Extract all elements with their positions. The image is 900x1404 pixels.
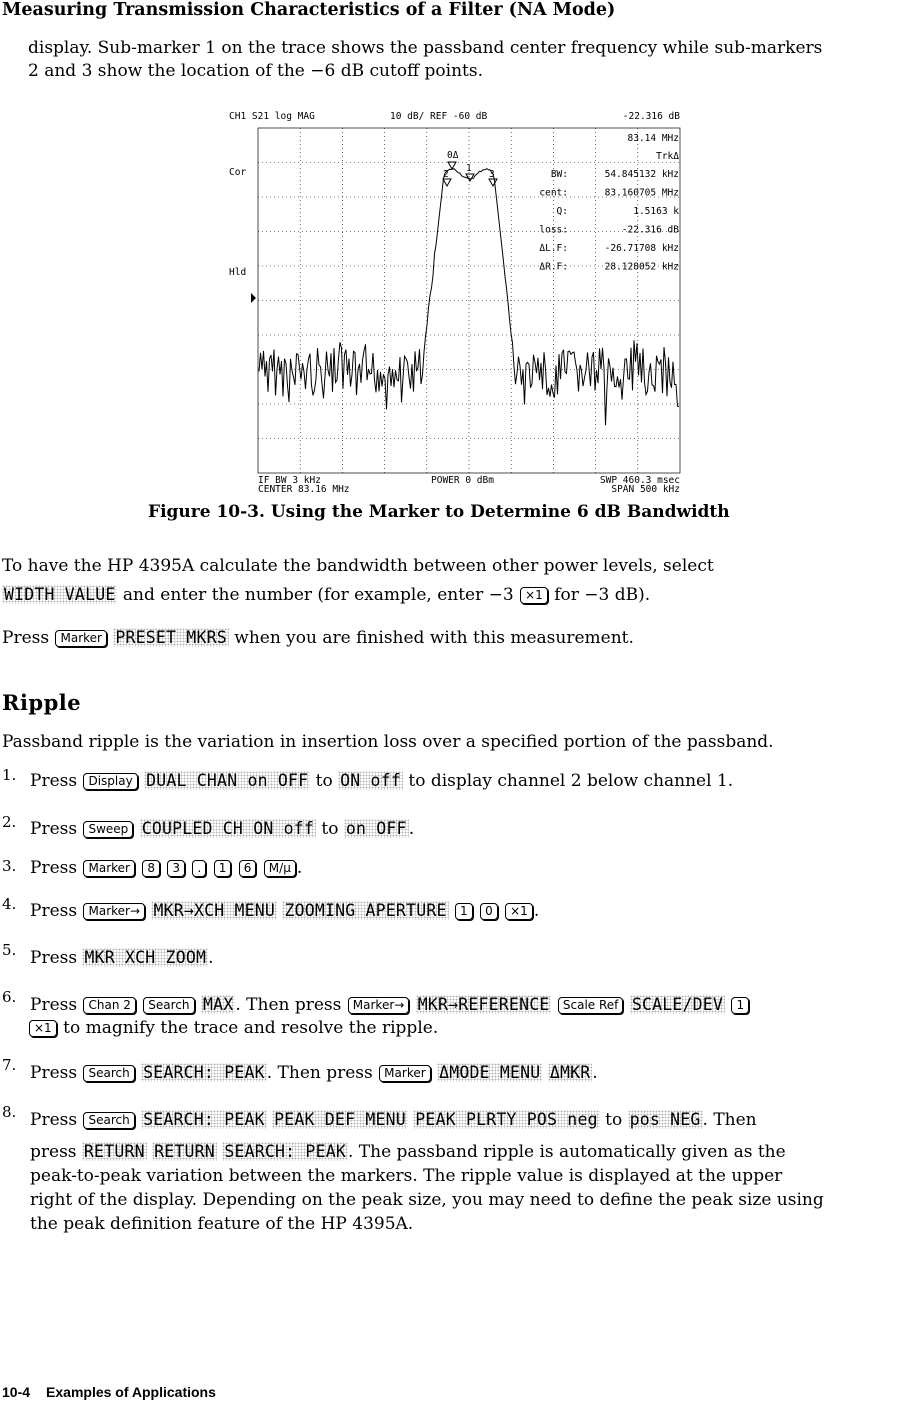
screen-top-left: CH1 S21 log MAG <box>229 111 315 122</box>
softkey-dual-chan[interactable]: DUAL CHAN on OFF <box>146 771 309 790</box>
step-6-number: 6. <box>2 988 17 1006</box>
readout-value: 28.128052 kHz <box>604 261 679 273</box>
key-x1[interactable]: ×1 <box>505 903 533 920</box>
key-decimal[interactable]: . <box>192 860 206 877</box>
readout-label: BW: <box>550 169 568 180</box>
key-x1[interactable]: ×1 <box>520 587 548 604</box>
step-5: Press MKR XCH ZOOM . <box>30 948 214 968</box>
key-marker[interactable]: Marker <box>83 860 134 877</box>
softkey-pos-neg[interactable]: pos NEG <box>629 1110 701 1129</box>
key-search[interactable]: Search <box>83 1065 134 1082</box>
para-bw-line1: To have the HP 4395A calculate the bandwidth between other power levels, select <box>2 556 714 576</box>
step-6-line1: Press Chan 2 Search MAX . Then press Marker→ MKR→REFERENCE Scale Ref SCALE/DEV 1 <box>30 993 750 1017</box>
marker-2-label: 2 <box>443 169 449 180</box>
screen-hld-label: Hld <box>229 267 247 278</box>
para-bw-line2: WIDTH VALUE and enter the number (for example, enter −3 ×1 for −3 dB). <box>4 585 651 605</box>
softkey-mkr-xch-zoom[interactable]: MKR XCH ZOOM <box>84 948 207 967</box>
step-2: Press Sweep COUPLED CH ON off to on OFF . <box>30 819 415 839</box>
marker-3-label: 3 <box>489 169 495 180</box>
step-4: Press Marker→ MKR→XCH MENU ZOOMING APERTURE 1 0 ×1 . <box>30 901 540 921</box>
key-marker-arrow[interactable]: Marker→ <box>348 997 410 1014</box>
softkey-return[interactable]: RETURN <box>83 1142 145 1161</box>
key-marker[interactable]: Marker <box>55 630 106 647</box>
step-1-number: 1. <box>2 766 17 784</box>
key-0[interactable]: 0 <box>480 903 498 920</box>
key-x1[interactable]: ×1 <box>29 1020 57 1037</box>
softkey-on-off[interactable]: ON off <box>340 771 401 790</box>
key-search[interactable]: Search <box>83 1112 134 1129</box>
footer-title: Examples of Applications <box>46 1384 216 1400</box>
analyzer-screen-figure <box>222 104 692 496</box>
softkey-max[interactable]: MAX <box>202 995 234 1014</box>
key-marker[interactable]: Marker <box>379 1065 430 1082</box>
readout-value: 1.5163 k <box>633 206 679 217</box>
key-1[interactable]: 1 <box>455 903 473 920</box>
softkey-delta-mkr[interactable]: ΔMKR <box>549 1063 591 1082</box>
softkey-zooming-aperture[interactable]: ZOOMING APERTURE <box>284 901 447 920</box>
marker-2 <box>443 179 451 186</box>
key-m-mu[interactable]: M/μ <box>264 860 296 877</box>
para-preset: Press Marker PRESET MKRS when you are finished with this measurement. <box>2 628 634 648</box>
markers <box>443 150 497 186</box>
step-8-line5: the peak definition feature of the HP 4395A. <box>30 1214 414 1234</box>
softkey-peak-plrty[interactable]: PEAK PLRTY POS neg <box>415 1110 598 1129</box>
page-number: 10-4 <box>2 1384 31 1400</box>
softkey-delta-mode-menu[interactable]: ΔMODE MENU <box>439 1063 541 1082</box>
intro-line-1: display. Sub-marker 1 on the trace shows the passband center frequency while sub-markers <box>28 38 823 58</box>
softkey-mkr-xch-menu[interactable]: MKR→XCH MENU <box>153 901 276 920</box>
screen-bottom <box>258 475 680 495</box>
screen-center: CENTER 83.16 MHz <box>258 484 350 495</box>
marker-0-delta <box>448 162 456 169</box>
section-intro: Passband ripple is the variation in insertion loss over a specified portion of the passband. <box>2 732 774 752</box>
readout-label: ΔL.F: <box>539 243 568 254</box>
section-title-ripple: Ripple <box>2 690 82 715</box>
step-7: Press Search SEARCH: PEAK . Then press Marker ΔMODE MENU ΔMKR . <box>30 1063 598 1083</box>
screen-sweep-time: SWP 460.3 msec <box>599 475 680 486</box>
screen-top-mid: 10 dB/ REF -60 dB <box>390 111 488 122</box>
readout-value: 54.845132 kHz <box>604 169 679 180</box>
readout-label: loss: <box>539 224 568 236</box>
key-8[interactable]: 8 <box>142 860 160 877</box>
page-footer <box>2 1384 216 1400</box>
readout-value: -26.71708 kHz <box>604 243 679 254</box>
key-3[interactable]: 3 <box>167 860 185 877</box>
readout-value: 83.160705 MHz <box>604 187 679 199</box>
softkey-preset-mkrs[interactable]: PRESET MKRS <box>115 628 227 647</box>
marker-0-label: 0Δ <box>447 150 459 161</box>
running-header: Measuring Transmission Characteristics of a Filter (NA Mode) <box>2 0 616 20</box>
softkey-coupled-ch[interactable]: COUPLED CH ON off <box>141 819 314 838</box>
step-8-number: 8. <box>2 1103 17 1121</box>
key-marker-arrow[interactable]: Marker→ <box>83 903 145 920</box>
figure-caption: Figure 10-3. Using the Marker to Determine 6 dB Bandwidth <box>148 502 730 522</box>
step-4-number: 4. <box>2 895 17 913</box>
key-1[interactable]: 1 <box>731 997 749 1014</box>
step-1: Press Display DUAL CHAN on OFF to ON off to display channel 2 below channel 1. <box>30 771 734 791</box>
step-8-line1: Press Search SEARCH: PEAK PEAK DEF MENU PEAK PLRTY POS neg to pos NEG . Then <box>30 1110 757 1130</box>
key-display[interactable]: Display <box>83 773 137 790</box>
key-scale-ref[interactable]: Scale Ref <box>558 997 624 1014</box>
step-6-line2: ×1 to magnify the trace and resolve the ripple. <box>28 1017 438 1040</box>
readout-label: cent: <box>539 187 568 199</box>
softkey-return[interactable]: RETURN <box>154 1142 215 1161</box>
key-search[interactable]: Search <box>143 997 194 1014</box>
step-8-line4: right of the display. Depending on the peak size, you may need to define the peak size using <box>30 1190 824 1210</box>
step-7-number: 7. <box>2 1056 17 1074</box>
softkey-width-value[interactable]: WIDTH VALUE <box>4 585 116 604</box>
screen-if-bw: IF BW 3 kHz <box>258 475 321 486</box>
screen-top-right: -22.316 dB <box>622 111 680 122</box>
step-8-line3: peak-to-peak variation between the markers. The ripple value is displayed at the upper <box>30 1166 783 1186</box>
screen-annotations <box>229 111 680 303</box>
softkey-search-peak[interactable]: SEARCH: PEAK <box>143 1063 265 1082</box>
step-3-number: 3. <box>2 857 17 875</box>
step-3: Press Marker 8 3 . 1 6 M/μ . <box>30 858 303 878</box>
readout-value: -22.316 dB <box>621 224 679 236</box>
key-6[interactable]: 6 <box>239 860 257 877</box>
step-2-number: 2. <box>2 813 17 831</box>
key-1[interactable]: 1 <box>214 860 232 877</box>
readout-label: Q: <box>556 206 568 217</box>
softkey-mkr-reference[interactable]: MKR→REFERENCE <box>417 995 550 1014</box>
screen-power: POWER 0 dBm <box>431 475 494 486</box>
key-sweep[interactable]: Sweep <box>83 821 133 838</box>
screen-trk: TrkΔ <box>656 151 679 162</box>
marker-readouts <box>539 169 679 273</box>
marker-3 <box>489 179 497 186</box>
screen-cor-label: Cor <box>229 167 247 178</box>
marker-1-label: 1 <box>466 163 472 174</box>
step-5-number: 5. <box>2 941 17 959</box>
screen-freq: 83.14 MHz <box>627 133 679 144</box>
screen-span: SPAN 500 kHz <box>611 484 680 495</box>
softkey-peak-def-menu[interactable]: PEAK DEF MENU <box>274 1110 406 1129</box>
step-8-line2: press RETURN RETURN SEARCH: PEAK . The passband ripple is automatically given as the <box>30 1142 786 1162</box>
reference-pointer-icon <box>251 293 256 303</box>
intro-line-2: 2 and 3 show the location of the −6 dB cutoff points. <box>28 61 483 81</box>
softkey-search-peak[interactable]: SEARCH: PEAK <box>224 1142 346 1161</box>
key-chan-2[interactable]: Chan 2 <box>83 997 135 1014</box>
softkey-scale-dev[interactable]: SCALE/DEV <box>631 995 724 1014</box>
softkey-search-peak[interactable]: SEARCH: PEAK <box>143 1110 265 1129</box>
readout-label: ΔR.F: <box>539 261 568 273</box>
softkey-on-off-2[interactable]: on OFF <box>345 819 407 838</box>
